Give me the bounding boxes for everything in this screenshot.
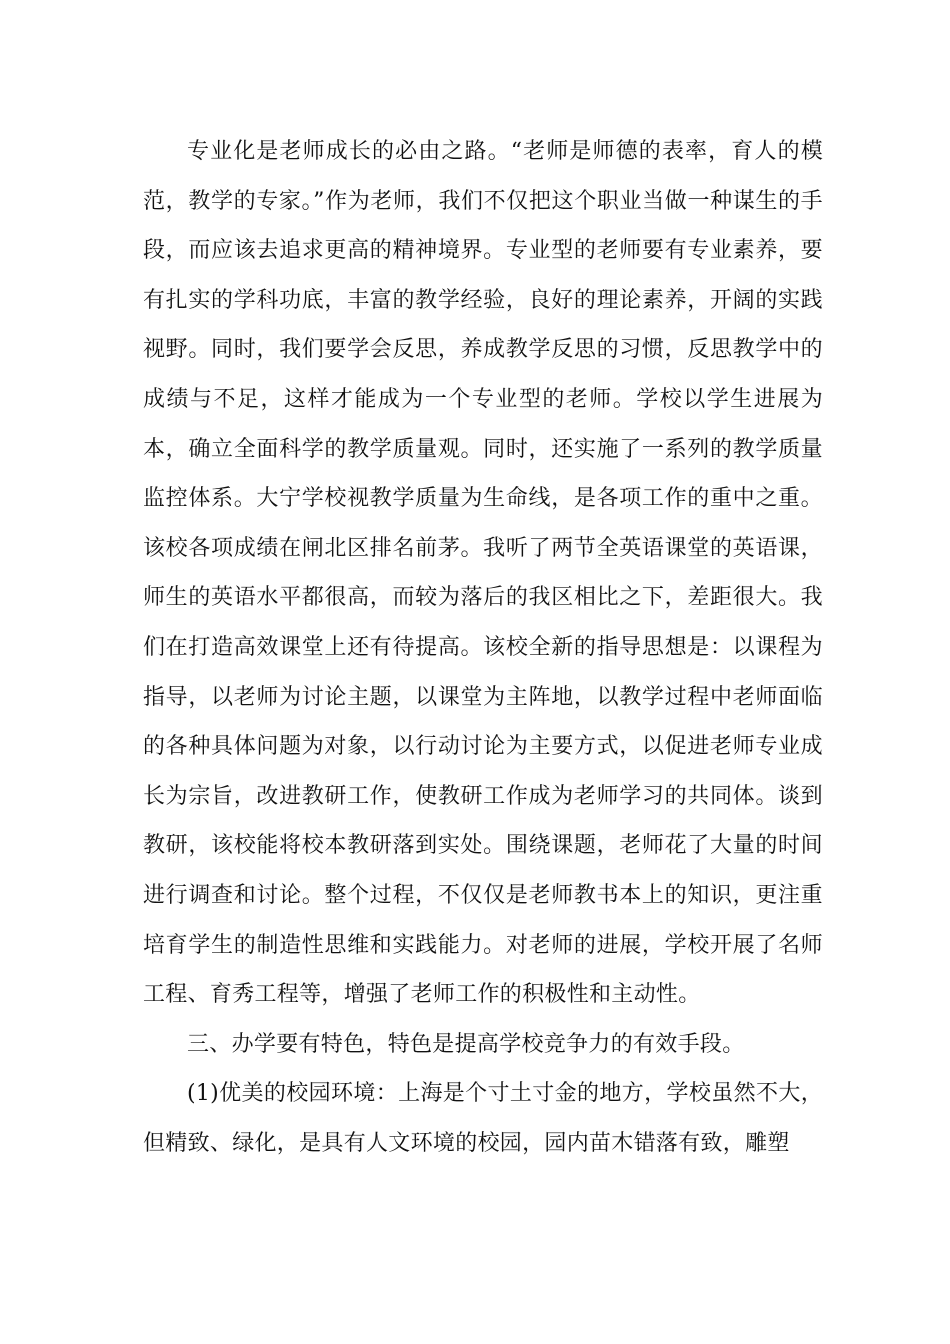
- paragraph-campus-environment: (1)优美的校园环境：上海是个寸土寸金的地方，学校虽然不大，但精致、绿化，是具有人文环境的校园，园内苗木错落有致，雕塑: [143, 1081, 823, 1156]
- paragraph-professionalism: 专业化是老师成长的必由之路。“老师是师德的表率，育人的模范，教学的专家。”作为老师，我们不仅把这个职业当做一种谋生的手段，而应该去追求更高的精神境界。专业型的老师要有专业素养，要有扎实的学科功底，丰富的教学经验，良好的理论素养，开阔的实践视野。同时，我们要学会反思，养成教学反思的习惯，反思教学中的成绩与不足，这样才能成为一个专业型的老师。学校以学生进展为本，确立全面科学的教学质量观。同时，还实施了一系列的教学质量监控体系。大宁学校视教学质量为生命线，是各项工作的重中之重。该校各项成绩在闸北区排名前茅。我听了两节全英语课堂的英语课，师生的英语水平都很高，而较为落后的我区相比之下，差距很大。我们在打造高效课堂上还有待提高。该校全新的指导思想是：以课程为指导，以老师为讨论主题，以课堂为主阵地，以教学过程中老师面临的各种具体问题为对象，以行动讨论为主要方式，以促进老师专业成长为宗旨，改进教研工作，使教研工作成为老师学习的共同体。谈到教研，该校能将校本教研落到实处。围绕课题，老师花了大量的时间进行调查和讨论。整个过程，不仅仅是老师教书本上的知识，更注重培育学生的制造性思维和实践能力。对老师的进展，学校开展了名师工程、育秀工程等，增强了老师工作的积极性和主动性。: [143, 139, 823, 1008]
- paragraph-section-three-heading: 三、办学要有特色，特色是提高学校竞争力的有效手段。: [187, 1031, 745, 1057]
- document-body: [143, 127, 823, 1168]
